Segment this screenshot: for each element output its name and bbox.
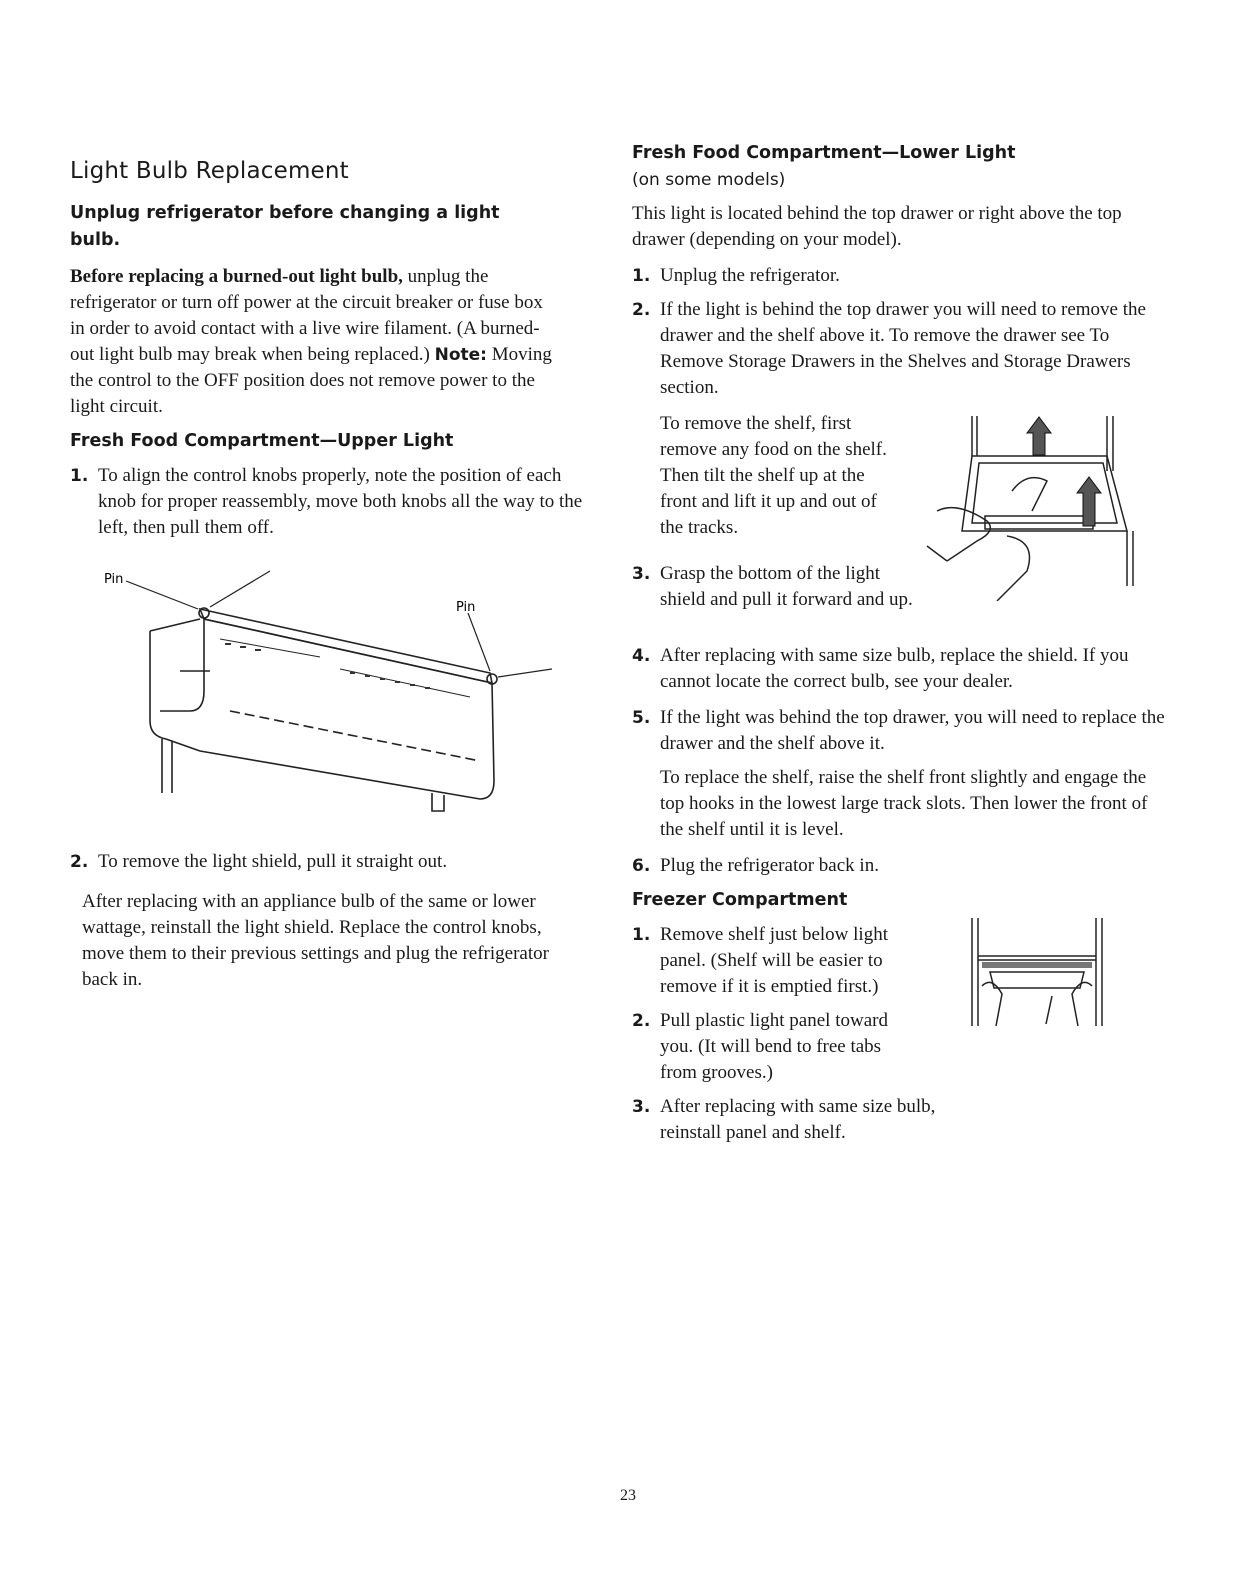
step-text: After replacing with same size bulb, replace the shield. If you cannot locate the correct bulb, see your dealer. bbox=[660, 645, 1129, 692]
up-arrow-icon bbox=[1027, 417, 1051, 455]
light-shield-illustration bbox=[100, 561, 580, 831]
note-label: Note: bbox=[434, 345, 487, 365]
page-number: 23 bbox=[620, 1487, 636, 1504]
freezer-step-1 bbox=[632, 922, 900, 1000]
step-text: If the light was behind the top drawer, you will need to replace the drawer and the shelf above it. bbox=[660, 707, 1165, 754]
step-text: Plug the refrigerator back in. bbox=[660, 855, 879, 876]
intro-bold: Before replacing a burned-out light bulb, bbox=[70, 266, 403, 287]
step-number: 3. bbox=[632, 1097, 651, 1117]
step-number: 4. bbox=[632, 646, 651, 666]
lower-light-intro: This light is located behind the top drawer or right above the top drawer (depending on your model). bbox=[632, 203, 1122, 250]
lower-step-2 bbox=[632, 297, 1160, 401]
step-text: If the light is behind the top drawer you will need to remove the drawer and the shelf above it. To remove the drawer see To Remove Storage Drawers in the Shelves and Storage Drawers section. bbox=[660, 299, 1146, 398]
step-number: 2. bbox=[70, 852, 89, 872]
step-number: 3. bbox=[632, 564, 651, 584]
replace-shelf-text: To replace the shelf, raise the shelf front slightly and engage the top hooks in the lowest large track slots. Then lower the front of the shelf until it is level. bbox=[660, 767, 1148, 840]
step-number: 2. bbox=[632, 300, 651, 320]
note-text: Moving the control to the OFF position does not remove power to the light circuit. bbox=[70, 344, 552, 417]
right-column bbox=[632, 140, 1172, 1146]
step-number: 2. bbox=[632, 1011, 651, 1031]
step-number: 5. bbox=[632, 708, 651, 728]
section-title: Light Bulb Replacement bbox=[70, 158, 349, 184]
upper-step-2 bbox=[70, 849, 603, 875]
freezer-step-3 bbox=[632, 1094, 1000, 1146]
left-column bbox=[70, 158, 600, 993]
step-number: 1. bbox=[632, 925, 651, 945]
lower-light-heading: Fresh Food Compartment—Lower Light bbox=[632, 143, 1016, 163]
lower-step-5 bbox=[632, 705, 1170, 757]
intro-paragraph bbox=[70, 264, 560, 420]
step-text: After replacing with same size bulb, reinstall panel and shelf. bbox=[660, 1096, 936, 1143]
step-text: To align the control knobs properly, note the position of each knob for proper reassembly, move both knobs all the way to the left, then pull them off. bbox=[98, 465, 583, 538]
step-number: 6. bbox=[632, 856, 651, 876]
lower-step-1 bbox=[632, 263, 1172, 289]
shelf-removal-block bbox=[632, 411, 1172, 623]
warning-heading: Unplug refrigerator before changing a light bulb. bbox=[70, 203, 500, 250]
step-text: To remove the light shield, pull it straight out. bbox=[98, 851, 448, 872]
step-number: 1. bbox=[70, 466, 89, 486]
shelf-removal-text: To remove the shelf, first remove any food on the shelf. Then tilt the shelf up at the front and lift it up and out of the tracks. bbox=[660, 413, 887, 538]
lower-light-subheading: (on some models) bbox=[632, 170, 786, 190]
freezer-panel-illustration bbox=[962, 916, 1112, 1036]
step-text: Grasp the bottom of the light shield and pull it forward and up. bbox=[660, 563, 913, 610]
freezer-heading: Freezer Compartment bbox=[632, 890, 848, 910]
step-text: Remove shelf just below light panel. (Shelf will be easier to remove if it is emptied first.) bbox=[660, 924, 888, 997]
lower-step-3 bbox=[632, 561, 920, 613]
shelf-removal-illustration bbox=[917, 411, 1147, 601]
up-arrow-icon bbox=[1077, 477, 1101, 526]
freezer-step-2 bbox=[632, 1008, 910, 1086]
step-text: Unplug the refrigerator. bbox=[660, 265, 840, 286]
after-replacing-paragraph: After replacing with an appliance bulb of the same or lower wattage, reinstall the light shield. Replace the control knobs, move them to their previous settings and plug the refrigerator back in. bbox=[82, 891, 549, 990]
freezer-block bbox=[632, 922, 1172, 1146]
upper-light-heading: Fresh Food Compartment—Upper Light bbox=[70, 431, 454, 451]
lower-step-4 bbox=[632, 643, 1160, 695]
lower-step-6 bbox=[632, 853, 1172, 879]
intro-text: unplug the refrigerator or turn off power at the circuit breaker or fuse box in order to avoid contact with a live wire filament. (A burned-out light bulb may break when being replaced.) bbox=[70, 266, 543, 365]
step-number: 1. bbox=[632, 266, 651, 286]
pin-label-left: Pin bbox=[104, 572, 124, 587]
pin-label-right: Pin bbox=[456, 600, 476, 615]
step-text: Pull plastic light panel toward you. (It will bend to free tabs from grooves.) bbox=[660, 1010, 888, 1083]
upper-step-1 bbox=[70, 463, 603, 541]
